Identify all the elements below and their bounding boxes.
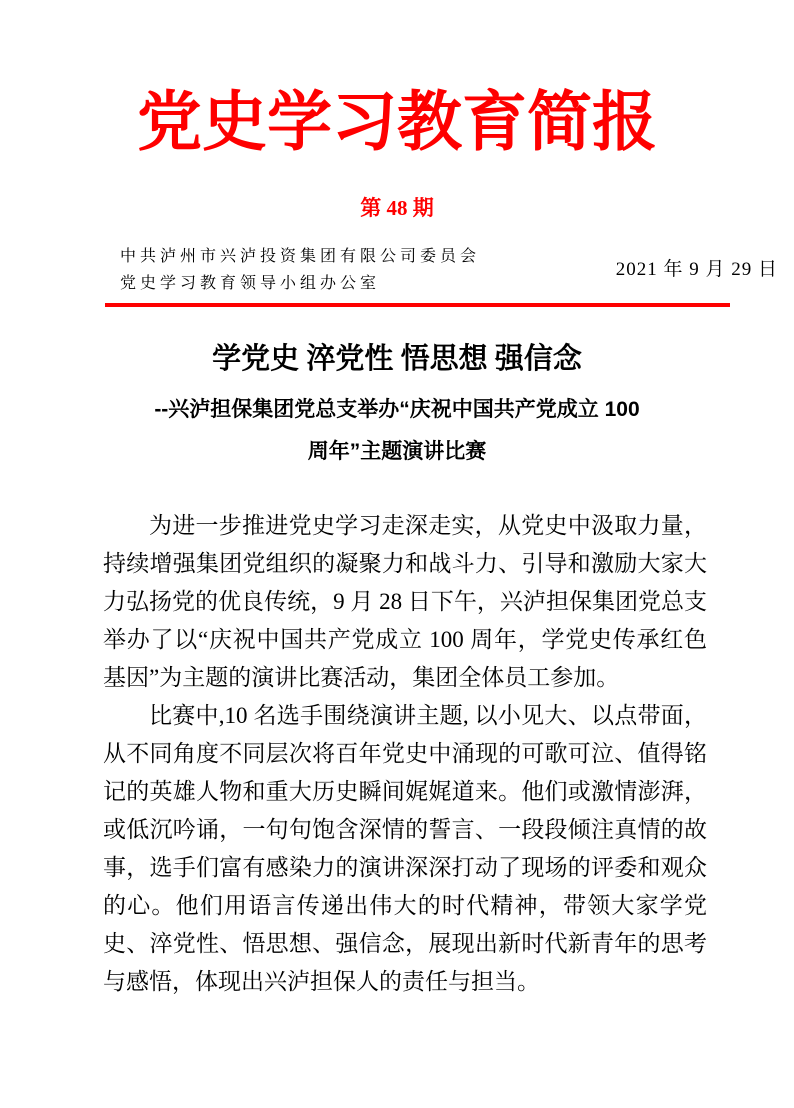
article-headline: 学党史 淬党性 悟思想 强信念 [212, 343, 582, 375]
issue-number: 第 48 期 [360, 196, 434, 220]
bulletin-title: 党史学习教育简报 [136, 87, 657, 159]
masthead [120, 243, 778, 297]
body-paragraph-2: 比赛中,10 名选手围绕演讲主题, 以小见大、以点带面，从不同角度不同层次将百年党史中涌现的可歌可泣、值得铭记的英雄人物和重大历史瞬间娓娓道来。他们或激情澎湃，或低沉吟诵，一句句饱含深情的誓言、一段段倾注真情的故事，选手们富有感染力的演讲深深打动了现场的评委和观众的心。他们用语言传递出伟大的时代精神，带领大家学党史、淬党性、悟思想、强信念，展现出新时代新青年的思考与感悟，体现出兴泸担保人的责任与担当。 [103, 703, 707, 994]
publisher-line-2: 党史学习教育领导小组办公室 [120, 275, 381, 292]
body-paragraph-1: 为进一步推进党史学习走深走实，从党史中汲取力量，持续增强集团党组织的凝聚力和战斗力、引导和激励大家大力弘扬党的优良传统，9 月 28 日下午，兴泸担保集团党总支举办了以“庆祝中国共产党成立 100 周年，学党史传承红色基因”为主题的演讲比赛活动，集团全体员工参加。 [103, 513, 707, 690]
issue-date: 2021 年 9 月 29 日 [615, 259, 778, 280]
article-subheadline-line1: --兴泸担保集团党总支举办“庆祝中国共产党成立 100 [154, 398, 640, 421]
article-subheadline [0, 389, 794, 473]
publisher-block [120, 243, 480, 297]
article-body [103, 507, 707, 1001]
red-divider-line [105, 303, 730, 307]
publisher-line-1: 中共泸州市兴泸投资集团有限公司委员会 [120, 248, 481, 265]
article-subheadline-line2: 周年”主题演讲比赛 [307, 440, 487, 463]
